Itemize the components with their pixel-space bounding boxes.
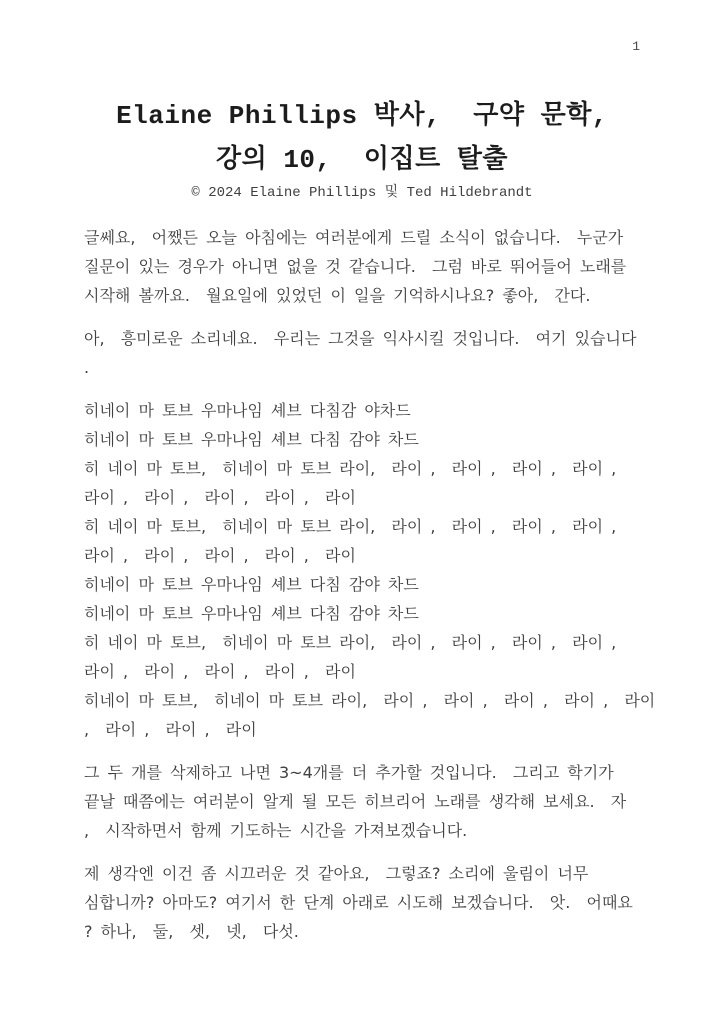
- copyright-line: © 2024 Elaine Phillips 및 Ted Hildebrandt: [191, 185, 533, 201]
- paragraph-song-plan: [84, 758, 640, 845]
- text-line: 시작해 볼까요. 월요일에 있었던 이 일을 기억하시나요? 좋아, 간다.: [84, 286, 591, 305]
- song-lyric-line: 라이 , 라이 , 라이 , 라이 , 라이: [84, 488, 356, 507]
- text-line: 제 생각엔 이건 좀 시끄러운 것 같아요, 그렇죠? 소리에 울림이 너무: [84, 864, 589, 883]
- text-line: 그 두 개를 삭제하고 나면 3~4개를 더 추가할 것입니다. 그리고 학기가: [84, 763, 614, 782]
- page-number: 1: [632, 39, 640, 54]
- document-title: [84, 0, 640, 182]
- text-line: 아, 흥미로운 소리네요. 우리는 그것을 익사시킬 것입니다. 여기 있습니다: [84, 329, 637, 348]
- paragraph-intro: [84, 223, 640, 310]
- paragraph-closing: [84, 859, 640, 946]
- song-lyric-line: 히네이 마 토브, 히네이 마 토브 라이, 라이 , 라이 , 라이 , 라이 , 라이: [84, 691, 656, 710]
- text-line: ? 하나, 둘, 셋, 넷, 다섯.: [84, 922, 299, 941]
- document-body: [84, 223, 656, 946]
- title-line-1: Elaine Phillips 박사, 구약 문학,: [116, 101, 608, 131]
- song-lyric-line: 히 네이 마 토브, 히네이 마 토브 라이, 라이 , 라이 , 라이 , 라이 ,: [84, 517, 617, 536]
- song-lyric-line: 히 네이 마 토브, 히네이 마 토브 라이, 라이 , 라이 , 라이 , 라이 ,: [84, 633, 617, 652]
- paragraph-song-intro: [84, 324, 640, 382]
- title-line-2: 강의 10, 이집트 탈출: [215, 145, 509, 175]
- song-lyric-line: 히 네이 마 토브, 히네이 마 토브 라이, 라이 , 라이 , 라이 , 라이 ,: [84, 459, 617, 478]
- song-lyric-line: 라이 , 라이 , 라이 , 라이 , 라이: [84, 662, 356, 681]
- text-line: , 시작하면서 함께 기도하는 시간을 가져보겠습니다.: [84, 821, 468, 840]
- song-lyric-line: 히네이 마 토브 우마나임 셰브 다침 감야 차드: [84, 430, 419, 449]
- song-lyrics-block: [84, 396, 656, 744]
- song-lyric-line: 라이 , 라이 , 라이 , 라이 , 라이: [84, 546, 356, 565]
- text-line: 질문이 있는 경우가 아니면 없을 것 같습니다. 그럼 바로 뛰어들어 노래를: [84, 257, 627, 276]
- song-lyric-line: 히네이 마 토브 우마나임 셰브 다침 감야 차드: [84, 575, 419, 594]
- text-line: 끝날 때쯤에는 여러분이 알게 될 모든 히브리어 노래를 생각해 보세요. 자: [84, 792, 627, 811]
- page-content: [84, 0, 656, 960]
- song-lyric-line: , 라이 , 라이 , 라이: [84, 720, 257, 739]
- text-line: .: [84, 358, 90, 377]
- text-line: 글쎄요, 어쨌든 오늘 아침에는 여러분에게 드릴 소식이 없습니다. 누군가: [84, 228, 624, 247]
- song-lyric-line: 히네이 마 토브 우마나임 셰브 다침 감야 차드: [84, 604, 419, 623]
- text-line: 심합니까? 아마도? 여기서 한 단계 아래로 시도해 보겠습니다. 앗. 어때요: [84, 893, 633, 912]
- song-lyric-line: 히네이 마 토브 우마나임 셰브 다침감 야차드: [84, 401, 411, 420]
